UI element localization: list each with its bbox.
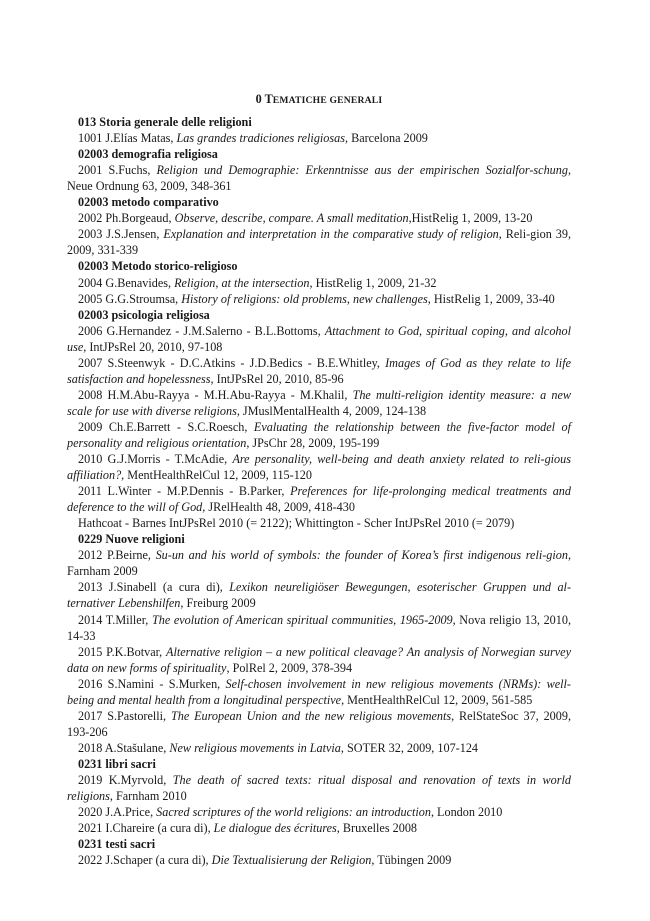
entry-author: 2020 J.A.Price,: [77, 805, 157, 820]
entry-author: 2005 G.G.Stroumsa,: [77, 291, 182, 306]
bibliography-entry: [67, 419, 571, 451]
entry-source: , IntJPsRel 20, 2010, 97-108: [83, 339, 223, 354]
bibliography-entry: [67, 579, 571, 611]
entry-source: , JRelHealth 48, 2009, 418-430: [202, 500, 355, 515]
entry-source: , Reli-gion 39, 2009, 331-339: [67, 227, 571, 258]
entry-source: , Nova religio 13, 2010, 14-33: [67, 612, 572, 643]
entry-author: 2010 G.J.Morris - T.McAdie,: [77, 452, 233, 467]
entry-source: , Bruxelles 2008: [336, 821, 418, 836]
entry-author: 2022 J.Schaper (a cura di),: [77, 853, 212, 868]
entry-title: Las grandes tradiciones religiosas: [176, 131, 345, 146]
cross-reference-line: Hathcoat - Barnes IntJPsRel 2010 (= 2122); Whittington - Scher IntJPsRel 2010 (= 2079): [77, 516, 515, 531]
entry-title: Are personality, well-being and death anxiety related to reli-gious affiliation?: [67, 452, 571, 483]
entry-title: Le dialogue des écritures: [213, 821, 337, 836]
bibliography-entry: [67, 740, 571, 756]
entry-title: History of religions: old problems, new challenges: [181, 291, 428, 306]
entry-title: Sacred scriptures of the world religions: an introduction: [156, 805, 431, 820]
entry-author: 2021 I.Chareire (a cura di),: [77, 821, 214, 836]
bibliography-entry: [67, 387, 571, 419]
entry-title: Self-chosen involvement in new religious movements (NRMs): well-being and mental health from a longitudinal perspective: [67, 676, 571, 707]
bibliography-entry: [67, 772, 571, 804]
entry-title: The evolution of American spiritual communities, 1965-2009: [151, 612, 453, 627]
bibliography-entry: [67, 323, 571, 355]
bibliography-entry: [67, 676, 571, 708]
section-heading: 02003 psicologia religiosa: [77, 307, 210, 322]
entry-title: Religion, at the intersection: [174, 275, 310, 290]
bibliography-entry: [67, 804, 571, 820]
bibliography-entry: [67, 547, 571, 579]
entry-title: Die Textualisierung der Religion: [211, 853, 372, 868]
entry-source: , JMuslMentalHealth 4, 2009, 124-138: [236, 403, 427, 418]
entry-source: , JPsChr 28, 2009, 195-199: [246, 435, 380, 450]
entry-source: , SOTER 32, 2009, 107-124: [340, 740, 478, 755]
bibliography-entry: [67, 162, 571, 194]
entry-author: 2007 S.Steenwyk - D.C.Atkins - J.D.Bedics - B.E.Whitley,: [77, 355, 386, 370]
entry-source: , MentHealthRelCul 12, 2009, 115-120: [121, 468, 312, 483]
entry-title: New religious movements in Latvia: [169, 740, 341, 755]
entry-source: , Tübingen 2009: [371, 853, 452, 868]
bibliography-list: [67, 114, 571, 868]
entry-source: , MentHealthRelCul 12, 2009, 561-585: [341, 692, 533, 707]
section-heading: 0231 testi sacri: [77, 837, 156, 852]
bibliography-entry: [67, 852, 571, 868]
entry-author: 2002 Ph.Borgeaud,: [77, 211, 175, 226]
entry-source: , Farnham 2010: [109, 789, 187, 804]
entry-author: 2013 J.Sinabell (a cura di),: [77, 580, 230, 595]
bibliography-entry: [67, 644, 571, 676]
entry-title: The multi-religion identity measure: a new scale for use with diverse religions: [67, 387, 571, 418]
entry-source: , Neue Ordnung 63, 2009, 348-361: [67, 163, 571, 194]
entry-source: , HistRelig 1, 2009, 33-40: [427, 291, 555, 306]
section-heading: 02003 demografia religiosa: [77, 147, 218, 162]
entry-source: , London 2010: [430, 805, 503, 820]
entry-title: Su-un and his world of symbols: the founder of Korea’s first indigenous reli-gion: [155, 548, 568, 563]
entry-author: 2012 P.Beirne,: [77, 548, 156, 563]
entry-author: 2009 Ch.E.Barrett - S.C.Roesch,: [77, 419, 254, 434]
section-heading: 0229 Nuove religioni: [77, 532, 185, 547]
entry-author: 2015 P.K.Botvar,: [77, 644, 167, 659]
page-title: [67, 91, 571, 109]
section-heading: 02003 Metodo storico-religioso: [77, 259, 238, 274]
section-heading: 02003 metodo comparativo: [77, 195, 219, 210]
entry-author: 2006 G.Hernandez - J.M.Salerno - B.L.Bottoms,: [77, 323, 325, 338]
entry-author: 2016 S.Namini - S.Murken,: [77, 676, 226, 691]
bibliography-entry: [67, 210, 571, 226]
entry-author: 2001 S.Fuchs,: [77, 163, 157, 178]
entry-author: 2018 A.Stašulane,: [77, 740, 170, 755]
bibliography-entry: [67, 291, 571, 307]
section-heading: 013 Storia generale delle religioni: [77, 115, 252, 130]
bibliography-entry: [67, 130, 571, 146]
entry-source: , HistRelig 1, 2009, 21-32: [309, 275, 437, 290]
entry-author: 1001 J.Elías Matas,: [77, 131, 177, 146]
title-rest: EMATICHE GENERALI: [272, 95, 383, 106]
bibliography-entry: [67, 226, 571, 258]
entry-author: 2019 K.Myrvold,: [77, 772, 173, 787]
entry-title: Observe, describe, compare. A small meditation: [174, 211, 409, 226]
entry-author: 2014 T.Miller,: [77, 612, 152, 627]
entry-author: 2008 H.M.Abu-Rayya - M.H.Abu-Rayya - M.Khalil,: [77, 387, 353, 402]
bibliography-entry: [67, 355, 571, 387]
entry-source: , IntJPsRel 20, 2010, 85-96: [210, 371, 344, 386]
entry-title: Images of God as they relate to life satisfaction and hopelessness: [67, 355, 571, 386]
entry-source: , Freiburg 2009: [180, 596, 256, 611]
section-heading: 0231 libri sacri: [77, 756, 156, 771]
entry-source: , RelStateSoc 37, 2009, 193-206: [67, 708, 571, 739]
bibliography-entry: [67, 708, 571, 740]
entry-source: , Farnham 2009: [67, 548, 571, 579]
entry-title: Evaluating the relationship between the five-factor model of personality and religious orientation: [67, 419, 571, 450]
bibliography-entry: [67, 820, 571, 836]
entry-title: Explanation and interpretation in the comparative study of religion: [163, 227, 499, 242]
entry-source: ,HistRelig 1, 2009, 13-20: [408, 211, 533, 226]
bibliography-entry: [67, 612, 571, 644]
bibliography-entry: [67, 451, 571, 483]
entry-author: 2011 L.Winter - M.P.Dennis - B.Parker,: [77, 484, 291, 499]
bibliography-page: [67, 91, 571, 868]
entry-title: Attachment to God, spiritual coping, and alcohol use: [67, 323, 571, 354]
entry-title: The death of sacred texts: ritual disposal and renovation of texts in world religions: [67, 772, 571, 804]
entry-title: Religion und Demographie: Erkenntnisse aus der empirischen Sozialfor-schung: [156, 163, 568, 178]
entry-title: Lexikon neureligiöser Bewegungen, esoterischer Gruppen und al-ternativer Lebenshilfen: [67, 580, 571, 611]
entry-title: Alternative religion – a new political cleavage? An analysis of Norwegian survey data on new forms of spirituality: [67, 644, 571, 675]
entry-author: 2004 G.Benavides,: [77, 275, 175, 290]
bibliography-entry: [67, 275, 571, 291]
entry-source: , Barcelona 2009: [344, 131, 428, 146]
entry-author: 2017 S.Pastorelli,: [77, 708, 171, 723]
entry-author: 2003 J.S.Jensen,: [77, 227, 164, 242]
entry-title: Preferences for life-prolonging medical treatments and deference to the will of God: [67, 484, 571, 515]
title-number: 0: [255, 92, 262, 106]
bibliography-entry: [67, 483, 571, 515]
title-first-letter: T: [264, 92, 273, 106]
entry-source: , PolRel 2, 2009, 378-394: [226, 660, 353, 675]
entry-title: The European Union and the new religious movements: [170, 708, 452, 723]
